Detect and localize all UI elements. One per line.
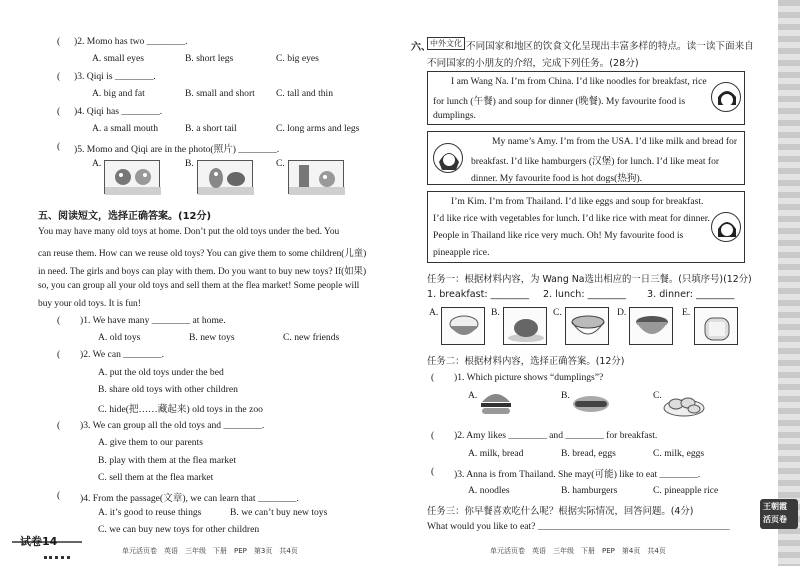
bread-image	[694, 307, 738, 345]
task-3-title: 任务三：你早餐喜欢吃什么呢？根据实际情况，回答问题。(4分)	[427, 506, 694, 517]
hamburger-icon	[478, 388, 514, 420]
option-c: C. long arms and legs	[276, 123, 360, 134]
noodles-bowl-image	[629, 307, 673, 345]
option-c: C. hide(把……藏起来) old toys in the zoo	[98, 404, 263, 415]
option-b: B. a short tail	[185, 123, 237, 134]
food-letter-d: D.	[617, 307, 627, 318]
option-a: A. old toys	[98, 332, 141, 343]
task-3-question: What would you like to eat? ________________________________________	[427, 521, 730, 532]
option-b: B. play with them at the flea market	[98, 455, 236, 466]
option-a: A. put the old toys under the bed	[98, 367, 224, 378]
option-b: B.	[185, 158, 194, 169]
kim-line: I’d like rice with vegetables for lunch. I’d like rice with meat for dinner.	[433, 213, 710, 224]
brand-badge-line-2: 活页卷	[763, 515, 787, 524]
task-2-question-3: )3. Anna is from Thailand. She may(可能) like to eat ________.	[454, 469, 701, 480]
amy-avatar-icon	[433, 143, 463, 173]
amy-line: breakfast. I’d like hamburgers (汉堡) for lunch. I’d like meat for	[471, 156, 720, 167]
option-a: A. give them to our parents	[98, 437, 203, 448]
q-bracket: (	[57, 106, 61, 117]
q-bracket: (	[57, 141, 61, 152]
rice-bowl-image	[441, 307, 485, 345]
option-a: A. a small mouth	[92, 123, 159, 134]
passage-line: in need. The girls and boys can play with them. Do you want to buy new toys? If(如果)	[38, 267, 367, 277]
q-bracket: (	[57, 490, 61, 501]
q-bracket: (	[57, 36, 61, 47]
section-6-title-2: 不同国家的小朋友的介绍，完成下列任务。(28分)	[427, 58, 639, 69]
q-bracket: (	[57, 71, 61, 82]
option-b: B. new toys	[189, 332, 235, 343]
task-2-question-1: )1. Which picture shows “dumplings”?	[454, 372, 604, 383]
kim-line: People in Thailand like rice very much. Oh! My favourite food is	[433, 230, 684, 241]
passage-line: can reuse them. How can we reuse old toys? You can give them to some children(儿童)	[38, 249, 367, 259]
option-c: C. we can buy new toys for other children	[98, 524, 260, 535]
section-5-title: 五、阅读短文，选择正确答案。(12分)	[38, 211, 212, 222]
left-footer: 单元活页卷 英语 三年级 下册 PEP 第3页 共4页	[122, 547, 298, 555]
passage-question-2: )2. We can ________.	[80, 349, 165, 360]
option-c: C. tall and thin	[276, 88, 334, 99]
section-6-title: 不同国家和地区的饮食文化呈现出丰富多样的特点。读一读下面来自	[466, 41, 754, 52]
wang-na-line: for lunch (午餐) and soup for dinner (晚餐). My favourite food is	[433, 96, 686, 107]
passage-question-4: )4. From the passage(文章), we can learn that ________.	[80, 493, 299, 504]
task-2-question-2: )2. Amy likes ________ and ________ for breakfast.	[454, 430, 658, 441]
wang-na-line: dumplings.	[433, 110, 476, 121]
food-letter-b: B.	[491, 307, 500, 318]
option-b: B. short legs	[185, 53, 234, 64]
option-c: C. new friends	[283, 332, 340, 343]
wang-na-line: I am Wang Na. I’m from China. I’d like noodles for breakfast, rice	[451, 76, 707, 87]
food-letter-c: C.	[553, 307, 562, 318]
question-2-momo: )2. Momo has two ________.	[74, 36, 188, 47]
task-2-title: 任务二：根据材料内容，选择正确答案。(12分)	[427, 356, 625, 367]
monster-photo-b-image	[197, 160, 253, 194]
amy-line: dinner. My favourite food is hot dogs(热狗).	[471, 173, 643, 184]
q-bracket: (	[431, 372, 435, 383]
option-c: C. big eyes	[276, 53, 319, 64]
meal-breakfast: 1. breakfast: ________	[427, 289, 530, 300]
q-bracket: (	[431, 430, 435, 441]
q-bracket: (	[57, 349, 61, 360]
option-a: A. milk, bread	[468, 448, 524, 459]
question-4-qiqi-has: )4. Qiqi has ________.	[74, 106, 163, 117]
option-b: B. hamburgers	[561, 485, 618, 496]
meal-lunch: 2. lunch: ________	[543, 289, 627, 300]
right-footer: 单元活页卷 英语 三年级 下册 PEP 第4页 共4页	[490, 547, 666, 555]
amy-line: My name’s Amy. I’m from the USA. I’d like milk and bread for	[492, 136, 738, 147]
food-letter-a: A.	[429, 307, 439, 318]
roast-chicken-image	[503, 307, 547, 345]
q-bracket: (	[431, 466, 435, 477]
option-b: B. share old toys with other children	[98, 384, 238, 395]
page-edge	[778, 0, 800, 566]
option-b: B. small and short	[185, 88, 255, 99]
option-a: A. it’s good to reuse things	[98, 507, 202, 518]
culture-tag: 中外文化	[427, 37, 465, 50]
task-1-title: 任务一：根据材料内容，为 Wang Na选出相应的一日三餐。(只填序号)(12分)	[427, 274, 752, 285]
option-a: A. noodles	[468, 485, 510, 496]
passage-line: so, you can group all your old toys and sell them at the flea market! Some people will	[38, 281, 360, 291]
kim-line: I’m Kim. I’m from Thailand. I’d like eggs and soup for breakfast.	[451, 196, 704, 207]
option-c: C. milk, eggs	[653, 448, 705, 459]
option-b: B. bread, eggs	[561, 448, 616, 459]
brand-badge-line-1: 王朝霞	[763, 502, 787, 511]
meal-dinner: 3. dinner: ________	[647, 289, 735, 300]
option-c: C.	[653, 390, 662, 401]
monster-photo-c-image	[288, 160, 344, 194]
passage-question-3: )3. We can group all the old toys and ________.	[80, 420, 265, 431]
passage-line: You may have many old toys at home. Don’t put the old toys under the bed. You	[38, 227, 340, 237]
option-b: B.	[561, 390, 570, 401]
q-bracket: (	[57, 420, 61, 431]
passage-line: buy your old toys. It is fun!	[38, 299, 141, 309]
option-a: A.	[468, 390, 478, 401]
girl-avatar-icon	[711, 82, 741, 112]
dots-divider	[44, 556, 70, 559]
hot-dog-icon	[571, 392, 611, 416]
option-c: C. pineapple rice	[653, 485, 719, 496]
question-5-photo: )5. Momo and Qiqi are in the photo(照片) ________.	[74, 144, 280, 155]
kim-line: pineapple rice.	[433, 247, 490, 258]
monster-photo-a-image	[104, 160, 160, 194]
kim-avatar-icon	[711, 212, 741, 242]
page-label: 试卷14	[20, 535, 58, 548]
food-letter-e: E.	[682, 307, 691, 318]
passage-question-1: )1. We have many ________ at home.	[80, 315, 226, 326]
question-3-qiqi: )3. Qiqi is ________.	[74, 71, 156, 82]
option-a: A. small eyes	[92, 53, 144, 64]
section-6-prefix: 六、	[411, 42, 431, 53]
dumplings-icon	[662, 390, 706, 418]
option-c: C. sell them at the flea market	[98, 472, 214, 483]
option-c: C.	[276, 158, 285, 169]
soup-bowl-image	[565, 307, 609, 345]
q-bracket: (	[57, 315, 61, 326]
option-a: A. big and fat	[92, 88, 145, 99]
option-b: B. we can’t buy new toys	[230, 507, 328, 518]
option-a: A.	[92, 158, 102, 169]
